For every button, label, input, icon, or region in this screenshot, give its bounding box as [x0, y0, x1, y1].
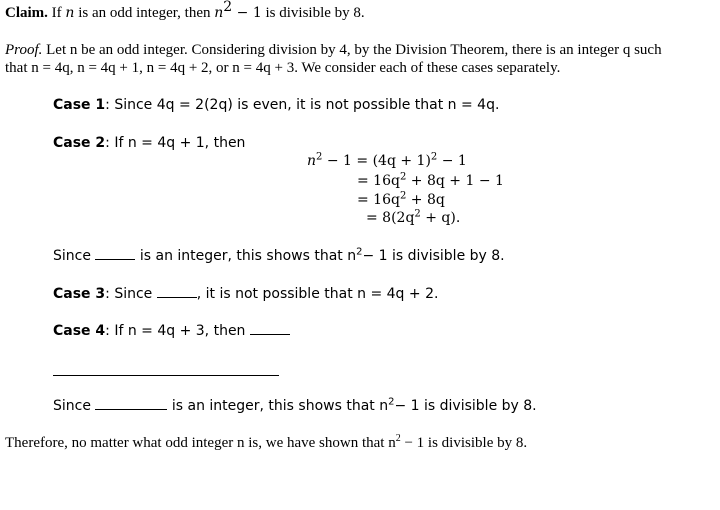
eq4-exponent: 2	[414, 208, 421, 220]
case-2-text: : If n = 4q + 1, then	[105, 135, 246, 151]
case-2-equation-3	[357, 191, 445, 209]
case-3-label: Case 3	[53, 286, 106, 302]
claim-text-b: is an odd integer, then	[74, 5, 215, 21]
case-4-since-exponent: 2	[388, 396, 395, 408]
claim-minus-one: − 1	[232, 5, 262, 21]
claim-text-c: is divisible by 8.	[261, 5, 365, 21]
proof-line-1	[5, 41, 662, 59]
conclusion-text-a: Therefore, no matter what odd integer n is, we have shown that n	[5, 435, 396, 451]
case-2-equation-4	[366, 209, 460, 227]
case-2-since-c: − 1 is divisible by 8.	[362, 248, 505, 264]
case-4-blank-line[interactable]	[53, 375, 279, 376]
case-4-label: Case 4	[53, 323, 106, 339]
case-4-blank-1[interactable]	[250, 322, 290, 335]
case-1-text: : Since 4q = 2(2q) is even, it is not possible that n = 4q.	[105, 97, 500, 113]
case-1	[53, 96, 499, 114]
case-3-text-a: : Since	[105, 286, 157, 302]
eq2-tail: + 8q + 1 − 1	[406, 173, 504, 189]
eq3-text: = 16q	[357, 192, 400, 208]
claim-expr-n: n	[214, 5, 224, 21]
case-1-label: Case 1	[53, 97, 106, 113]
case-4-since-b: is an integer, this shows that n	[167, 398, 389, 414]
case-2-since-exponent: 2	[356, 246, 363, 258]
eq2-text: = 16q	[357, 173, 400, 189]
case-2-equation-2	[357, 172, 504, 190]
claim-label: Claim.	[5, 5, 48, 21]
eq1-lhs: n	[307, 153, 317, 169]
case-2	[53, 134, 245, 152]
proof-line-2	[5, 59, 560, 77]
case-4-text: : If n = 4q + 3, then	[105, 323, 250, 339]
case-3	[53, 285, 438, 303]
case-4-since-c: − 1 is divisible by 8.	[394, 398, 537, 414]
case-4-since	[53, 397, 537, 415]
case-3-text-b: , it is not possible that n = 4q + 2.	[196, 286, 439, 302]
case-2-equation-1	[307, 152, 467, 170]
case-2-since-b: is an integer, this shows that n	[135, 248, 357, 264]
case-2-since-a: Since	[53, 248, 96, 264]
eq1-tail: − 1	[437, 153, 467, 169]
proof-text-2: that n = 4q, n = 4q + 1, n = 4q + 2, or n = 4q + 3. We consider each of these cases separately.	[5, 60, 561, 76]
claim-line	[5, 0, 365, 22]
proof-text-1: Let n be an odd integer. Considering division by 4, by the Division Theorem, there is an integer q such	[42, 42, 662, 58]
eq1-exponent: 2	[316, 151, 323, 163]
conclusion-text-b: − 1 is divisible by 8.	[400, 435, 528, 451]
eq4-tail: + q).	[420, 210, 461, 226]
case-3-blank[interactable]	[157, 285, 197, 298]
conclusion-exponent: 2	[395, 433, 401, 444]
case-4	[53, 322, 290, 340]
case-2-blank[interactable]	[95, 247, 135, 260]
case-2-label: Case 2	[53, 135, 106, 151]
case-2-since	[53, 247, 505, 265]
case-4-blank-2[interactable]	[95, 397, 167, 410]
proof-label: Proof.	[5, 42, 43, 58]
eq3-exponent: 2	[399, 190, 407, 202]
eq1-rest: − 1 = (4q + 1)	[322, 153, 431, 169]
claim-variable-n: n	[65, 5, 75, 21]
conclusion-line	[5, 434, 527, 452]
case-4-since-a: Since	[53, 398, 96, 414]
claim-text-a: If	[47, 5, 66, 21]
eq3-tail: + 8q	[406, 192, 445, 208]
eq2-exponent: 2	[399, 171, 407, 183]
eq1-exponent-2: 2	[430, 151, 438, 163]
claim-exponent: 2	[223, 0, 233, 15]
eq4-text: = 8(2q	[366, 210, 415, 226]
